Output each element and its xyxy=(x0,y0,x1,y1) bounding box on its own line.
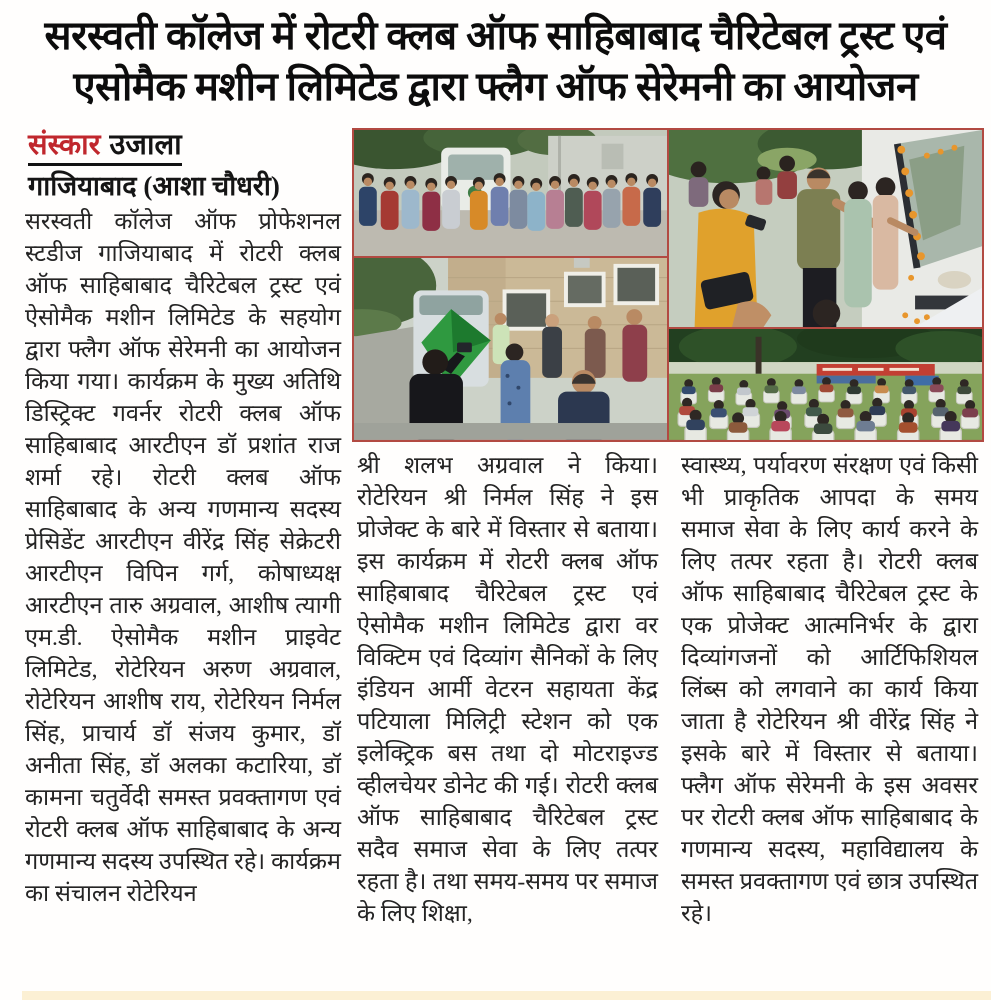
publication-name-red: संस्कार xyxy=(28,129,101,161)
photo-collage-left-stack xyxy=(354,130,667,440)
publication-name xyxy=(28,128,182,166)
article-column-right: स्वास्थ्य, पर्यावरण संरक्षण एवं किसी भी प्राकृतिक आपदा के समय समाज सेवा के लिए कार्य करने के लिए तत्पर रहता है। रोटरी क्लब ऑफ साहिबाबाद चैरिटेबल ट्रस्ट के एक प्रोजेक्ट आत्मनिर्भर के द्वारा दिव्यांगजनों को आर्टिफिशियल लिंब्स को लगवाने का कार्य किया जाता है रोटेरियन श्री वीरेंद्र सिंह ने इसके बारे में विस्तार से बताया। फ्लैग ऑफ सेरेमनी के इस अवसर पर रोटरी क्लब ऑफ साहिबाबाद के गणमान्य सदस्य, महाविद्यालय के समस्त प्रवक्तागण एवं छात्र उपस्थित रहे। xyxy=(681,453,978,927)
article-column-middle: श्री शलभ अग्रवाल ने किया। रोटेरियन श्री निर्मल सिंह ने इस प्रोजेक्ट के बारे में विस्तार से बताया। इस कार्यक्रम में रोटरी क्लब ऑफ साहिबाबाद चैरिटेबल ट्रस्ट एवं ऐसोमैक मशीन लिमिटेड द्वारा वर विक्टिम एवं दिव्यांग सैनिकों के लिए इंडियन आर्मी वेटरन सहायता केंद्र पटियाला मिलिट्री स्टेशन को एक इलेक्ट्रिक बस तथा दो मोटराइज्ड व्हीलचेयर डोनेट की गई। रोटरी क्लब ऑफ साहिबाबाद चैरिटेबल ट्रस्ट सदैव समाज सेवा के लिए तत्पर रहता है। तथा समय-समय पर समाज के लिए शिक्षा, xyxy=(357,453,658,927)
headline: सरस्वती कॉलेज में रोटरी क्लब ऑफ साहिबाबाद चैरिटेबल ट्रस्ट एवं एसोमैक मशीन लिमिटेड द्वारा फ्लैग ऑफ सेरेमनी का आयोजन xyxy=(44,13,947,109)
photo-collage-right-stack xyxy=(669,130,982,440)
article-column-left: सरस्वती कॉलेज ऑफ प्रोफेशनल स्टडीज गाजियाबाद में रोटरी क्लब ऑफ साहिबाबाद चैरिटेबल ट्रस्ट एवं ऐसोमैक मशीन लिमिटेड के सहयोग द्वारा फ्लैग ऑफ सेरेमनी का आयोजन किया गया। कार्यक्रम के मुख्य अतिथि डिस्ट्रिक्ट गवर्नर रोटरी क्लब ऑफ साहिबाबाद आरटीएन डॉ प्रशांत राज शर्मा रहे। रोटरी क्लब ऑफ साहिबाबाद के अन्य गणमान्य सदस्य प्रेसिडेंट आरटीएन वीरेंद्र सिंह सेक्रेटरी आरटीएन विपिन गर्ग, कोषाध्यक्ष आरटीएन तारु अग्रवाल, आशीष त्यागी एम.डी. ऐसोमैक मशीन प्राइवेट लिमिटेड, रोटेरियन अरुण अग्रवाल, रोटेरियन आशीष राय, रोटेरियन निर्मल सिंह, प्राचार्य डॉ संजय कुमार, डॉ अनीता सिंह, डॉ अलका कटारिया, डॉ कामना चतुर्वेदी समस्त प्रवक्तागण एवं रोटरी क्लब ऑफ साहिबाबाद के अन्य गणमान्य सदस्य उपस्थित रहे। कार्यक्रम का संचालन रोटेरियन xyxy=(25,209,341,907)
tree-trunk xyxy=(756,337,762,374)
bottom-strip xyxy=(22,991,991,1000)
photo-bus-green-flag xyxy=(354,258,667,440)
photo-collage xyxy=(352,128,984,442)
photo-group-with-bus xyxy=(354,130,667,256)
photo-ribbon-cutting-van xyxy=(669,130,982,327)
publication-name-black: उजाला xyxy=(109,129,182,161)
photo-lawn-audience xyxy=(669,329,982,440)
dateline-byline: गाजियाबाद (आशा चौधरी) xyxy=(28,171,280,201)
